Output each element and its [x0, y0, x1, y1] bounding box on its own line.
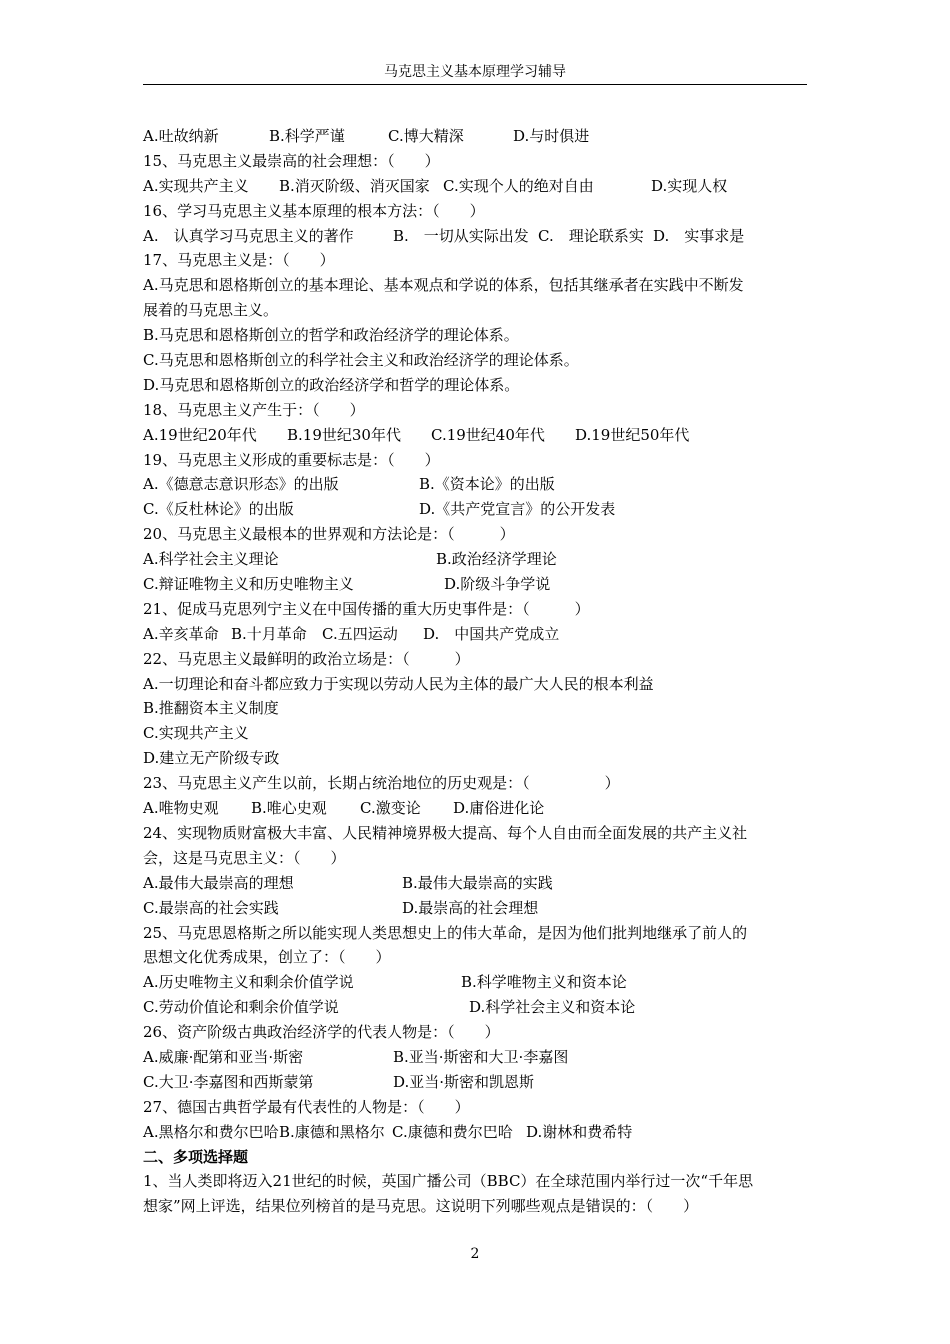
option-a: A.最伟大最崇高的理想: [143, 873, 294, 892]
option-a: A.唯物史观: [143, 799, 219, 818]
document-body: [143, 124, 815, 1219]
option-c: C.康德和费尔巴哈: [392, 1122, 513, 1141]
option-d: D.最崇高的社会理想: [402, 898, 539, 917]
option-a: A.威廉·配第和亚当·斯密: [143, 1047, 304, 1066]
question-26: 26、资产阶级古典政治经济学的代表人物是：（ ）: [143, 1023, 500, 1042]
option-c: C.马克思和恩格斯创立的科学社会主义和政治经济学的理论体系。: [143, 351, 579, 370]
option-d: D.实现人权: [651, 176, 728, 195]
option-b: B.康德和黑格尔: [279, 1122, 385, 1141]
option-a: A.科学社会主义理论: [143, 550, 279, 569]
question-23: 23、马克思主义产生以前，长期占统治地位的历史观是：（ ）: [143, 774, 620, 793]
options-line: [143, 174, 815, 199]
options-line: [143, 1045, 815, 1070]
options-line: [143, 497, 815, 522]
option-c: C.大卫·李嘉图和西斯蒙第: [143, 1072, 314, 1091]
option-b: B.政治经济学理论: [436, 550, 557, 569]
page-number: 2: [470, 1246, 480, 1262]
option-a: A.黑格尔和费尔巴哈: [143, 1122, 279, 1141]
option-c: C.五四运动: [322, 624, 398, 643]
option-b: B.唯心史观: [251, 799, 327, 818]
options-line: [143, 1120, 815, 1145]
options-line: [143, 423, 815, 448]
question-19: 19、马克思主义形成的重要标志是：（ ）: [143, 450, 440, 469]
question-25-continued: 思想文化优秀成果，创立了：（ ）: [143, 948, 391, 967]
option-a: A.历史唯物主义和剩余价值学说: [143, 973, 354, 992]
option-b: B.19世纪30年代: [287, 425, 401, 444]
option-b: B.马克思和恩格斯创立的哲学和政治经济学的理论体系。: [143, 326, 519, 345]
option-c: C.博大精深: [388, 127, 464, 145]
option-d: D.阶级斗争学说: [444, 575, 551, 594]
option-c: C.《反杜林论》的出版: [143, 500, 294, 519]
options-line: [143, 871, 815, 896]
question-18: 18、马克思主义产生于：（ ）: [143, 400, 365, 419]
question-24-continued: 会，这是马克思主义：（ ）: [143, 848, 346, 867]
option-b: B.最伟大最崇高的实践: [402, 873, 553, 892]
option-d: D.建立无产阶级专政: [143, 749, 280, 768]
options-line: [143, 224, 815, 249]
question-25: 25、马克思恩格斯之所以能实现人类思想史上的伟大革命，是因为他们批判地继承了前人的: [143, 923, 748, 942]
option-b: B.亚当·斯密和大卫·李嘉图: [393, 1047, 569, 1066]
option-a: A.辛亥革命: [143, 624, 219, 643]
option-c: C.劳动价值论和剩余价值学说: [143, 998, 339, 1017]
question-21: 21、促成马克思列宁主义在中国传播的重大历史事件是：（ ）: [143, 599, 590, 618]
option-c: C.激变论: [360, 799, 421, 818]
option-c: C.19世纪40年代: [431, 425, 545, 444]
question-22: 22、马克思主义最鲜明的政治立场是：（ ）: [143, 649, 470, 668]
option-c: C.实现共产主义: [143, 724, 249, 743]
option-b: B.科学严谨: [269, 127, 345, 145]
mc-question-1-continued: 想家”网上评选，结果位列榜首的是马克思。这说明下列哪些观点是错误的：（ ）: [143, 1197, 699, 1216]
question-17: 17、马克思主义是：（ ）: [143, 251, 335, 270]
option-d: D.马克思和恩格斯创立的政治经济学和哲学的理论体系。: [143, 375, 520, 394]
option-d: D. 实事求是: [653, 226, 745, 245]
option-a: A.一切理论和奋斗都应致力于实现以劳动人民为主体的最广大人民的根本利益: [143, 674, 654, 693]
question-16: 16、学习马克思主义基本原理的根本方法：（ ）: [143, 201, 485, 220]
options-line: [143, 622, 815, 647]
option-b: B. 一切从实际出发: [393, 226, 529, 245]
option-a: A.吐故纳新: [143, 127, 219, 145]
option-c: C.辩证唯物主义和历史唯物主义: [143, 575, 354, 594]
options-line: [143, 124, 815, 149]
options-line: [143, 472, 815, 497]
options-line: [143, 796, 815, 821]
option-d: D.19世纪50年代: [575, 425, 690, 444]
section-title-multiple-choice: 二、多项选择题: [143, 1147, 249, 1166]
option-b: B.推翻资本主义制度: [143, 699, 279, 718]
option-b: B.科学唯物主义和资本论: [461, 973, 627, 992]
option-c: C.最崇高的社会实践: [143, 898, 279, 917]
option-d: D.庸俗进化论: [453, 799, 545, 818]
options-line: [143, 547, 815, 572]
mc-question-1: 1、当人类即将迈入21世纪的时候，英国广播公司（BBC）在全球范围内举行过一次“千年思: [143, 1172, 754, 1191]
option-d: D.《共产党宣言》的公开发表: [419, 500, 616, 519]
question-20: 20、马克思主义最根本的世界观和方法论是：（ ）: [143, 525, 515, 544]
option-d: D.科学社会主义和资本论: [469, 998, 636, 1017]
option-a: A.马克思和恩格斯创立的基本理论、基本观点和学说的体系，包括其继承者在实践中不断发: [143, 276, 744, 295]
option-a-continued: 展着的马克思主义。: [143, 301, 279, 320]
option-d: D.谢林和费希特: [526, 1122, 633, 1141]
option-a: A.19世纪20年代: [143, 425, 257, 444]
option-a: A.实现共产主义: [143, 176, 249, 195]
options-line: [143, 896, 815, 921]
option-c: C.实现个人的绝对自由: [443, 176, 594, 195]
header-rule: [143, 84, 807, 85]
options-line: [143, 995, 815, 1020]
option-a: A. 认真学习马克思主义的著作: [143, 226, 354, 245]
option-b: B.《资本论》的出版: [419, 475, 555, 494]
option-d: D.与时俱进: [513, 127, 590, 145]
question-24: 24、实现物质财富极大丰富、人民精神境界极大提高、每个人自由而全面发展的共产主义社: [143, 823, 748, 842]
option-b: B.消灭阶级、消灭国家: [279, 176, 430, 195]
page-header: 马克思主义基本原理学习辅导: [384, 64, 566, 80]
question-27: 27、德国古典哲学最有代表性的人物是：（ ）: [143, 1097, 470, 1116]
option-b: B.十月革命: [231, 624, 307, 643]
options-line: [143, 572, 815, 597]
question-15: 15、马克思主义最崇高的社会理想：（ ）: [143, 151, 440, 170]
options-line: [143, 970, 815, 995]
option-a: A.《德意志意识形态》的出版: [143, 475, 339, 494]
options-line: [143, 1070, 815, 1095]
option-d: D.亚当·斯密和凯恩斯: [393, 1072, 535, 1091]
option-c: C. 理论联系实: [538, 226, 644, 245]
option-d: D. 中国共产党成立: [423, 624, 560, 643]
